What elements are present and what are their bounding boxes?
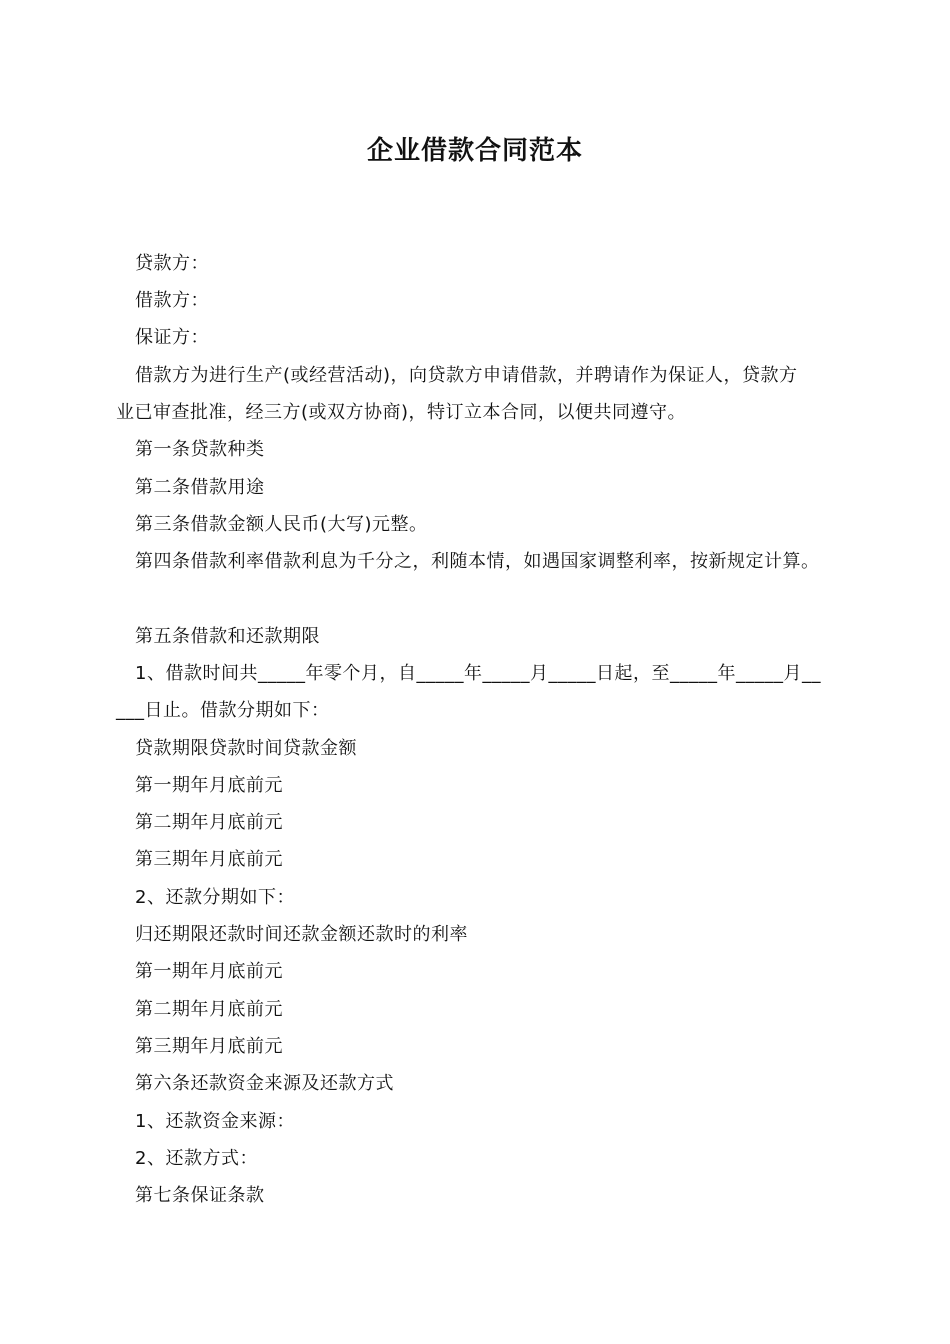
loan-schedule-row: 第一期年月底前元 — [135, 775, 283, 796]
repayment-schedule-row: 第三期年月底前元 — [135, 1036, 283, 1057]
loan-term-line-1: 1、借款时间共_____年零个月，自_____年_____月_____日起，至_____年_____月__ — [135, 663, 821, 684]
article-2-heading: 第二条借款用途 — [135, 477, 265, 498]
repayment-source-line: 1、还款资金来源： — [135, 1111, 295, 1132]
lender-line: 贷款方： — [135, 253, 209, 274]
repayment-schedule-row: 第二期年月底前元 — [135, 999, 283, 1020]
repayment-schedule-header: 归还期限还款时间还款金额还款时的利率 — [135, 924, 468, 945]
loan-schedule-header: 贷款期限贷款时间贷款金额 — [135, 738, 357, 759]
article-7-heading: 第七条保证条款 — [135, 1185, 265, 1206]
preamble-line-1: 借款方为进行生产(或经营活动)，向贷款方申请借款，并聘请作为保证人，贷款方 — [135, 365, 798, 386]
repayment-method-line: 2、还款方式： — [135, 1148, 258, 1169]
borrower-line: 借款方： — [135, 290, 209, 311]
article-3-text: 第三条借款金额人民币(大写)元整。 — [135, 514, 428, 535]
document-title: 企业借款合同范本 — [366, 136, 583, 166]
repayment-schedule-row: 第一期年月底前元 — [135, 961, 283, 982]
repayment-installments-heading: 2、还款分期如下： — [135, 887, 295, 908]
article-6-heading: 第六条还款资金来源及还款方式 — [135, 1073, 394, 1094]
loan-term-line-2: ___日止。借款分期如下： — [116, 700, 330, 721]
loan-schedule-row: 第三期年月底前元 — [135, 849, 283, 870]
loan-schedule-row: 第二期年月底前元 — [135, 812, 283, 833]
preamble-line-2: 业已审查批准，经三方(或双方协商)，特订立本合同，以便共同遵守。 — [116, 402, 687, 423]
article-5-heading: 第五条借款和还款期限 — [135, 626, 320, 647]
article-1-heading: 第一条贷款种类 — [135, 439, 265, 460]
guarantor-line: 保证方： — [135, 327, 209, 348]
article-4-text: 第四条借款利率借款利息为千分之，利随本情，如遇国家调整利率，按新规定计算。 — [135, 551, 820, 572]
